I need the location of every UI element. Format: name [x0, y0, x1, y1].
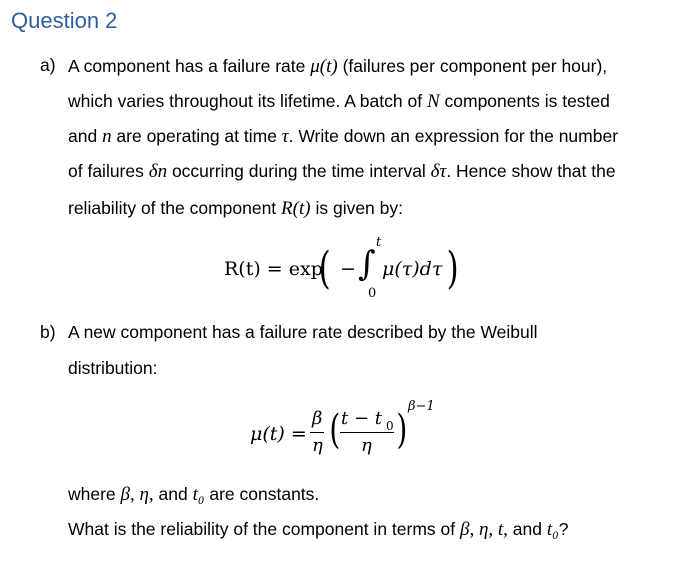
text: A component has a failure rate: [68, 56, 311, 76]
eq2-inner-num: t − t: [341, 408, 382, 429]
part-a-line-4: [68, 162, 616, 181]
mu-t-symbol: μ(t): [310, 56, 338, 77]
part-b-line-1: A new component has a failure rate described by the Weibull: [68, 322, 538, 342]
text: is given by:: [310, 198, 403, 218]
n-symbol: n: [102, 126, 112, 147]
integral-sign: ∫: [358, 244, 376, 284]
integral-upper-limit: t: [376, 235, 382, 250]
text: components is tested: [439, 91, 610, 111]
text: are constants.: [204, 484, 320, 504]
eq1-lhs: R(t) = exp: [224, 258, 323, 280]
t0-symbol: t₀: [192, 484, 205, 505]
text: What is the reliability of the component in terms of: [68, 519, 460, 539]
part-a-line-2: [68, 92, 610, 111]
question-title: Question 2: [11, 8, 118, 33]
eq1-integrand: μ(τ)dτ: [382, 258, 443, 280]
text: . Hence show that the: [446, 161, 616, 181]
tau-symbol: τ: [281, 126, 289, 147]
eq2-lhs: μ(t) =: [250, 423, 307, 445]
left-paren-2: (: [329, 407, 341, 453]
eq2-inner-den: η: [361, 435, 372, 456]
part-a-line-1: [68, 57, 607, 76]
right-paren-2: ): [396, 407, 408, 453]
reliability-equation: [224, 235, 464, 308]
delta-tau-symbol: δτ: [430, 161, 447, 182]
terms-symbols: β, η, t,: [459, 519, 508, 540]
frac-bar-1: [310, 432, 324, 433]
delta-n-symbol: δn: [148, 161, 168, 182]
part-a-line-5: [68, 199, 403, 218]
part-b-line-3: [68, 485, 319, 504]
text: reliability of the component: [68, 198, 282, 218]
part-a-label: a): [40, 55, 56, 75]
text: . Write down an expression for the number: [288, 126, 619, 146]
t0-symbol: t₀: [546, 519, 559, 540]
text: and: [507, 519, 547, 539]
eq2-frac-den: η: [312, 435, 323, 456]
text: ?: [558, 519, 569, 539]
part-a-line-3: [68, 127, 618, 146]
text: where: [68, 484, 121, 504]
text: are operating at time: [111, 126, 282, 146]
frac-bar-2: [340, 432, 394, 433]
eq2-frac-num: β: [312, 408, 323, 429]
constants-symbols: β, η,: [120, 484, 154, 505]
eq2-exponent: β−1: [408, 399, 435, 414]
text: of failures: [68, 161, 149, 181]
text: and: [68, 126, 103, 146]
weibull-equation: [250, 395, 450, 465]
r-t-symbol: R(t): [281, 198, 311, 219]
text: which varies throughout its lifetime. A batch of: [68, 91, 427, 111]
left-paren: (: [318, 243, 331, 294]
part-b-line-2: distribution:: [68, 358, 158, 378]
part-b-label: b): [40, 322, 56, 342]
text: and: [153, 484, 193, 504]
integral-lower-limit: 0: [368, 286, 377, 301]
text: occurring during the time interval: [167, 161, 431, 181]
eq1-minus: −: [340, 258, 356, 280]
n-upper-symbol: N: [426, 91, 440, 112]
eq2-inner-sub: 0: [386, 419, 394, 433]
part-b-line-4: [68, 520, 568, 539]
right-paren: ): [446, 243, 459, 294]
text: (failures per component per hour),: [337, 56, 608, 76]
